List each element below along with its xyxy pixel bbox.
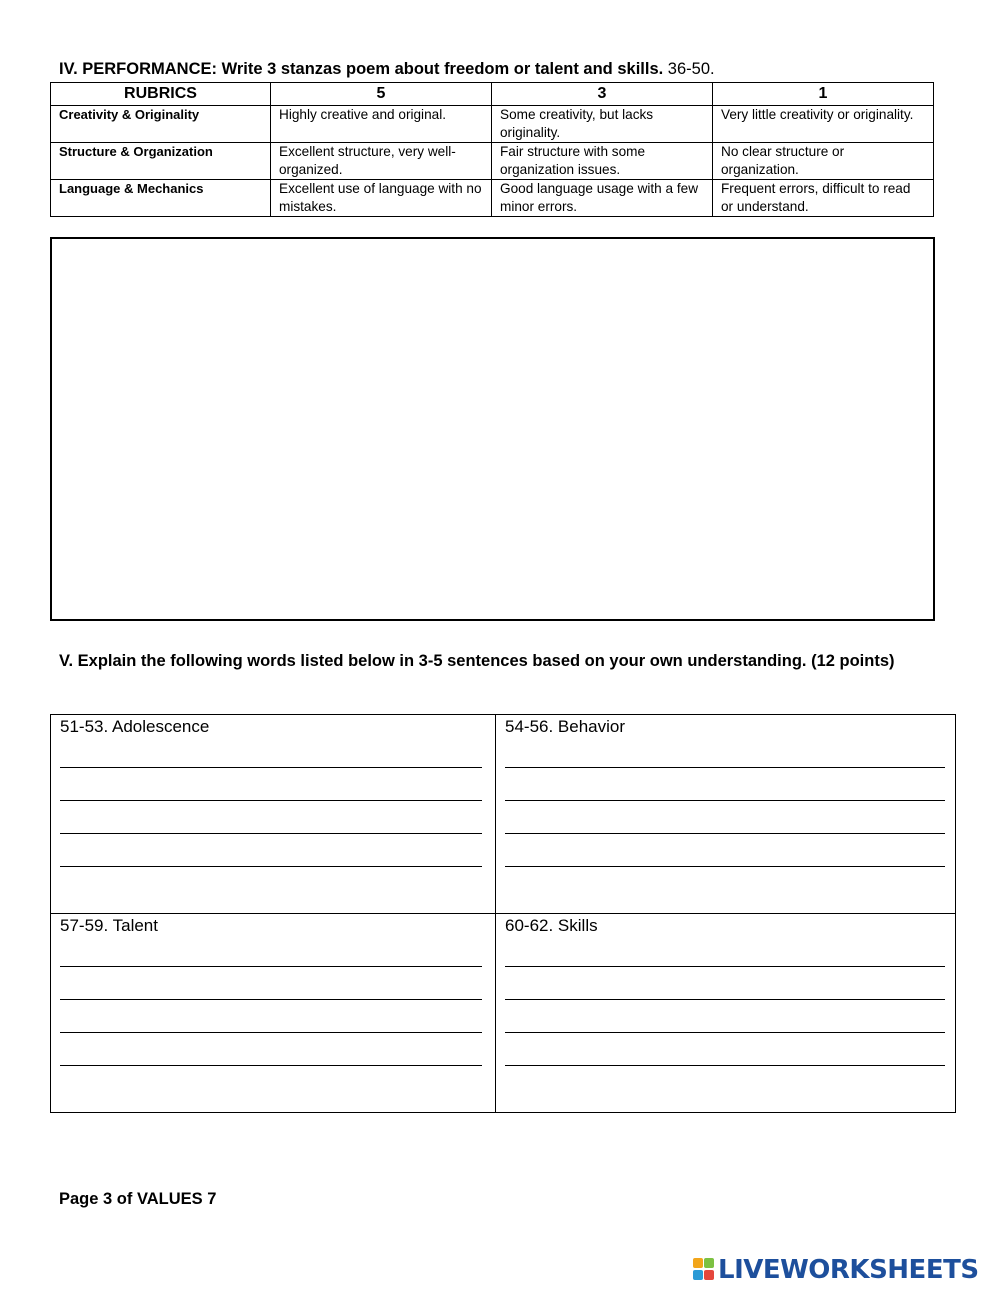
answer-line[interactable] [505,1065,945,1066]
rubric-row [51,106,934,143]
word-cell-adolescence [51,715,495,913]
answer-line[interactable] [505,966,945,967]
section-5-title: V. Explain the following words listed below in 3-5 sentences based on your own understanding. (12 points) [59,652,895,670]
rubric-cell-1: Very little creativity or originality. [713,106,934,143]
logo-text: LIVEWORKSHEETS [718,1255,979,1285]
logo-blocks-icon [693,1258,715,1282]
section-4-title: IV. PERFORMANCE: Write 3 stanzas poem about freedom or talent and skills. 36-50. [59,60,715,78]
answer-line[interactable] [60,833,482,834]
answer-line[interactable] [60,999,482,1000]
word-label: 54-56. Behavior [505,717,626,736]
rubric-cell-5: Excellent structure, very well-organized. [271,143,492,180]
rubric-criterion: Creativity & Originality [51,106,271,143]
rubric-row [51,180,934,217]
rubric-cell-3: Fair structure with some organization issues. [492,143,713,180]
rubric-criterion: Language & Mechanics [51,180,271,217]
word-cell-skills [496,914,955,1112]
answer-line[interactable] [60,966,482,967]
rubric-header-rubrics: RUBRICS [51,83,271,106]
word-label: 51-53. Adolescence [60,717,210,736]
rubric-header-row [51,83,934,106]
page-footer: Page 3 of VALUES 7 [59,1190,217,1208]
rubric-criterion: Structure & Organization [51,143,271,180]
answer-line[interactable] [60,767,482,768]
rubric-row [51,143,934,180]
answer-line[interactable] [60,866,482,867]
rubric-cell-3: Some creativity, but lacks originality. [492,106,713,143]
word-cell-talent [51,914,495,1112]
word-cell-behavior [496,715,955,913]
rubric-cell-1: Frequent errors, difficult to read or understand. [713,180,934,217]
poem-answer-box[interactable] [50,237,935,621]
answer-line[interactable] [60,1065,482,1066]
word-label: 60-62. Skills [505,916,598,935]
answer-line[interactable] [60,800,482,801]
rubric-cell-5: Excellent use of language with no mistakes. [271,180,492,217]
answer-line[interactable] [505,833,945,834]
answer-line[interactable] [505,1032,945,1033]
word-label: 57-59. Talent [60,916,158,935]
rubric-cell-5: Highly creative and original. [271,106,492,143]
liveworksheets-logo[interactable] [693,1255,979,1285]
answer-line[interactable] [60,1032,482,1033]
rubric-cell-1: No clear structure or organization. [713,143,934,180]
rubric-header-score-5: 5 [271,83,492,106]
rubric-header-score-1: 1 [713,83,934,106]
rubric-table [50,82,934,217]
answer-line[interactable] [505,800,945,801]
words-grid [50,714,956,1113]
answer-line[interactable] [505,866,945,867]
rubric-cell-3: Good language usage with a few minor errors. [492,180,713,217]
rubric-header-score-3: 3 [492,83,713,106]
answer-line[interactable] [505,999,945,1000]
answer-line[interactable] [505,767,945,768]
